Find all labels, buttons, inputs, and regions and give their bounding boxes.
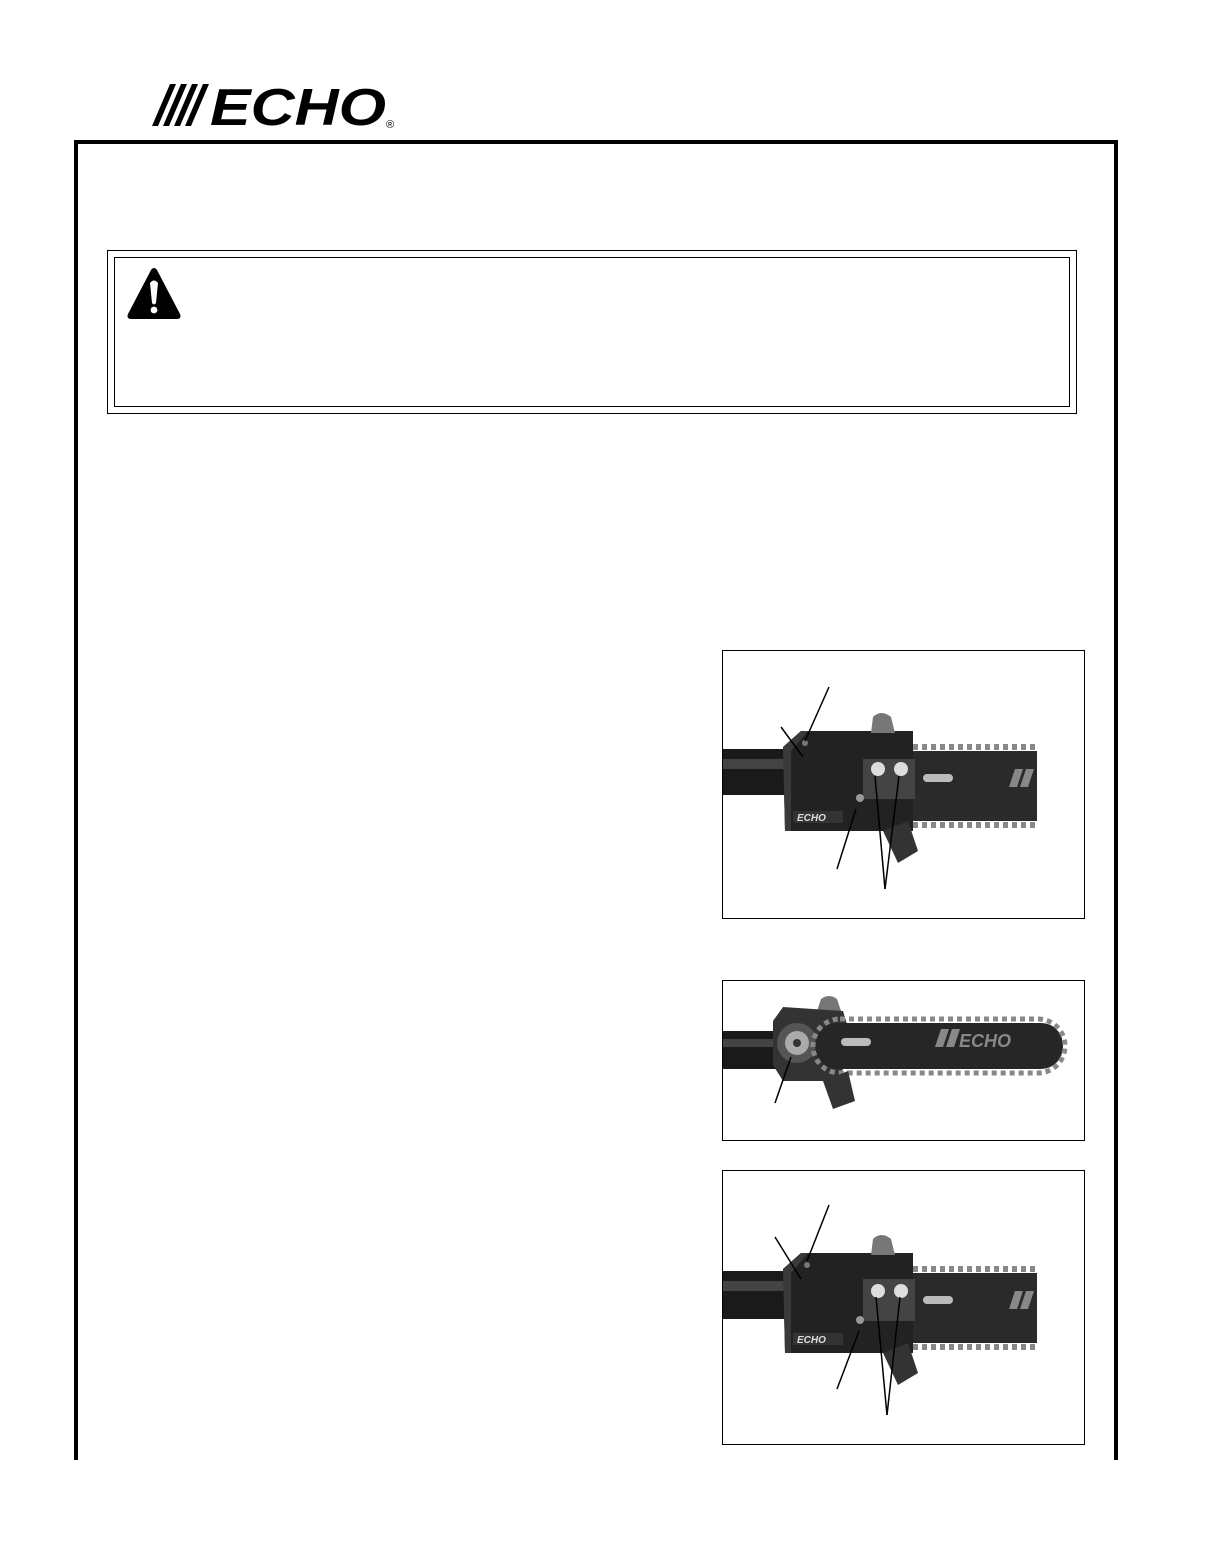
saw-echo-mark: ECHO [797,1335,826,1346]
bar-echo-mark: ECHO [959,1031,1012,1051]
page-frame-top [74,140,1118,144]
warning-box [107,250,1077,414]
figure-3-photo [722,1170,1085,1445]
saw-echo-mark: ECHO [797,813,826,824]
warning-box-inner [114,257,1070,407]
figure-1-photo [722,650,1085,919]
logo-wordmark: ECHO [210,80,386,130]
registered-mark: ® [386,119,395,130]
echo-logo [148,80,398,130]
page-frame-right [1114,140,1118,1460]
page-frame-left [74,140,78,1460]
figure-2-photo [722,980,1085,1141]
warning-triangle-icon [125,266,183,322]
